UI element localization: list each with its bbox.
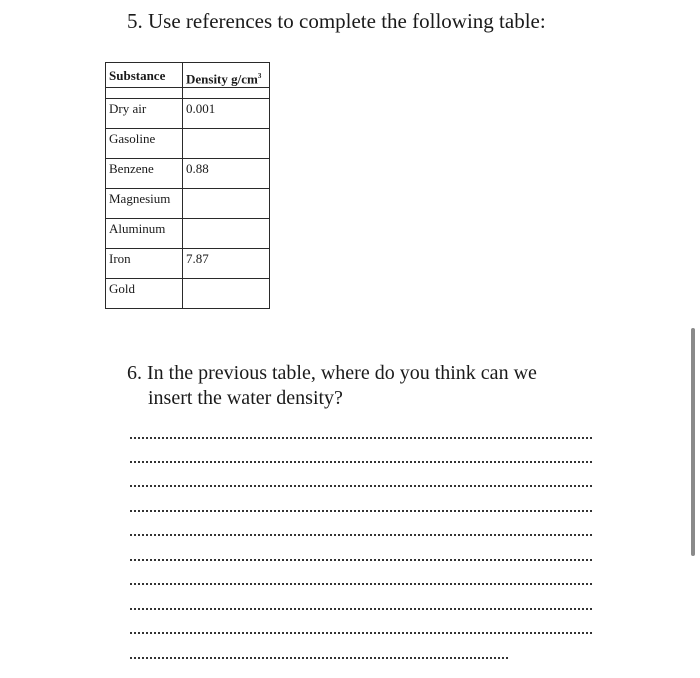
substance-cell: Benzene (106, 159, 183, 189)
density-cell (183, 189, 270, 219)
dotted-answer-line (130, 508, 592, 512)
dotted-answer-line (130, 532, 592, 536)
density-cell: 7.87 (183, 249, 270, 279)
dotted-answer-line (130, 483, 592, 487)
header-density (183, 63, 270, 88)
dotted-answer-line (130, 557, 592, 561)
table-row (106, 189, 270, 219)
dotted-answer-line (130, 459, 592, 463)
dotted-answer-line (130, 435, 592, 439)
dotted-answer-line (130, 606, 592, 610)
question-5-text: 5. Use references to complete the following table: (127, 9, 546, 33)
substance-cell: Aluminum (106, 219, 183, 249)
dotted-answer-line (130, 581, 592, 585)
table-row (106, 99, 270, 129)
header-density-exponent: 3 (257, 72, 262, 80)
density-cell (183, 279, 270, 309)
table-row (106, 279, 270, 309)
substance-cell: Dry air (106, 99, 183, 129)
table-row (106, 249, 270, 279)
table-row (106, 159, 270, 189)
substance-cell: Iron (106, 249, 183, 279)
question-6-text (127, 361, 537, 411)
substance-cell: Magnesium (106, 189, 183, 219)
substance-cell: Gasoline (106, 129, 183, 159)
question-6-line-2: insert the water density? (148, 387, 343, 409)
table-row (106, 129, 270, 159)
question-6-line-1: 6. In the previous table, where do you think can we (127, 362, 537, 384)
substance-cell: Gold (106, 279, 183, 309)
density-cell: 0.001 (183, 99, 270, 129)
density-cell (183, 219, 270, 249)
vertical-scrollbar[interactable] (691, 328, 695, 556)
table-row (106, 219, 270, 249)
table-spacer-row (106, 88, 270, 99)
dotted-answer-line (130, 630, 592, 634)
density-cell (183, 129, 270, 159)
table-header-row (106, 63, 270, 88)
header-density-label: Density g/cm (186, 71, 258, 87)
density-table (105, 62, 270, 309)
header-substance: Substance (106, 63, 183, 88)
density-cell: 0.88 (183, 159, 270, 189)
dotted-answer-line (130, 655, 508, 659)
